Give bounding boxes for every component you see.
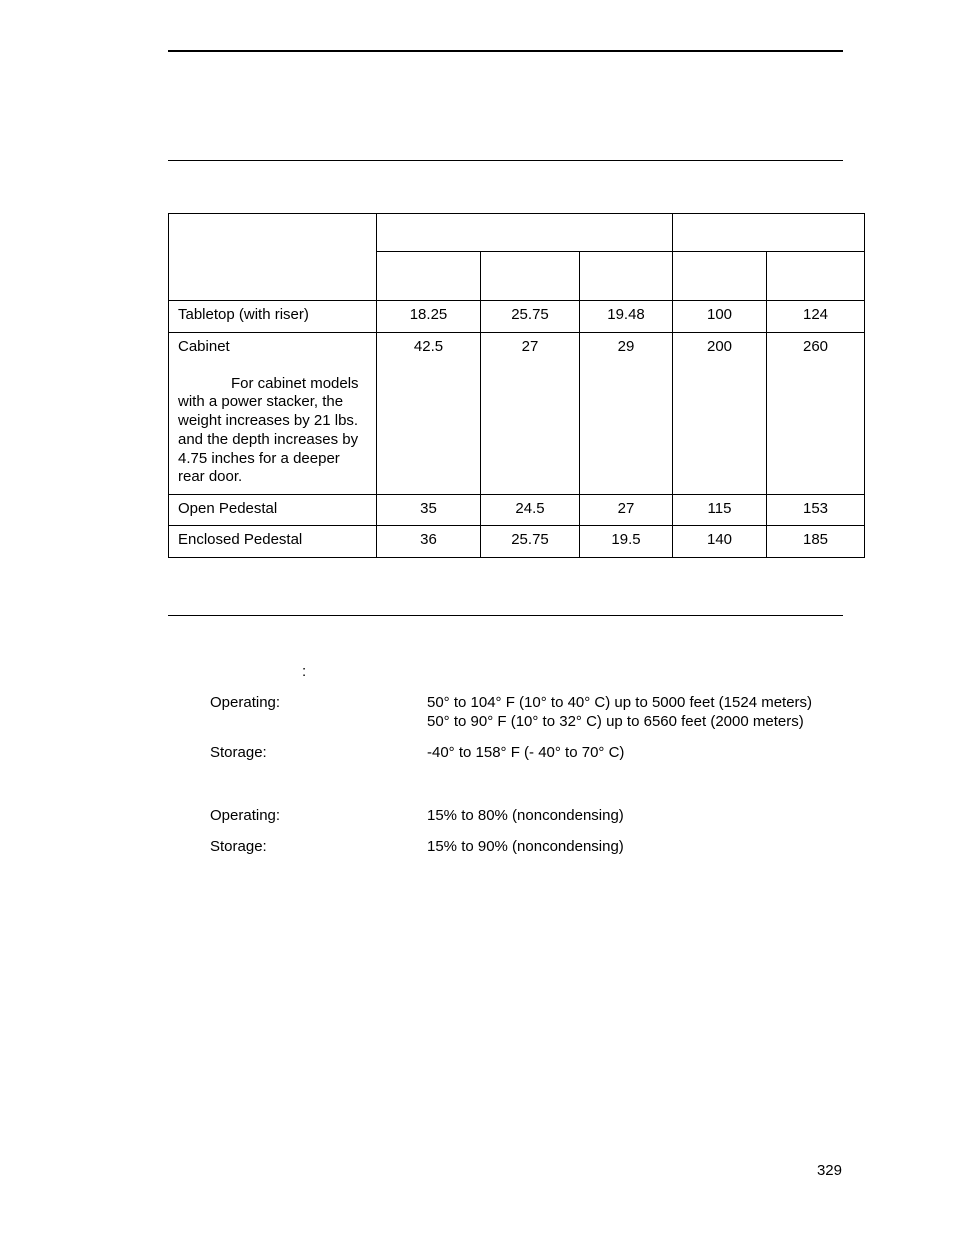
table-cell: 140 (673, 526, 767, 558)
table-cell: 100 (673, 301, 767, 333)
temp-storage-label: Storage: (210, 744, 267, 761)
subheader-cell (580, 252, 673, 301)
row-label: Cabinet (178, 338, 230, 355)
table-cell: 153 (767, 495, 865, 526)
table-cell: 185 (767, 526, 865, 558)
humidity-storage-label: Storage: (210, 838, 267, 855)
subheader-cell (481, 252, 580, 301)
table-header-row (169, 214, 865, 252)
cabinet-note (178, 375, 368, 487)
table-row (169, 526, 865, 558)
table-cell: 25.75 (481, 526, 580, 558)
humidity-storage-value: 15% to 90% (noncondensing) (427, 838, 624, 855)
page-number: 329 (816, 1162, 842, 1179)
table-row (169, 301, 865, 333)
section-rule-environment (168, 615, 843, 616)
table-cell: 124 (767, 301, 865, 333)
table-cell: 27 (481, 333, 580, 495)
temp-operating-label: Operating: (210, 694, 281, 711)
table-row (169, 495, 865, 526)
row-label: Open Pedestal (169, 495, 377, 526)
section-rule-dimensions (168, 160, 843, 161)
table-cell: 260 (767, 333, 865, 495)
subheader-cell (377, 252, 481, 301)
table-cell: 36 (377, 526, 481, 558)
table-cell: 24.5 (481, 495, 580, 526)
note-line: weight increases by 21 lbs. (178, 412, 359, 430)
table-cell: 19.5 (580, 526, 673, 558)
header-group-cell (673, 214, 865, 252)
table-cell: 115 (673, 495, 767, 526)
temperature-heading-colon: : (302, 663, 307, 680)
note-line: For cabinet models (231, 374, 359, 392)
humidity-operating-label: Operating: (210, 807, 281, 824)
row-label-with-note (169, 333, 377, 495)
table-cell: 25.75 (481, 301, 580, 333)
subheader-cell (673, 252, 767, 301)
table-cell: 19.48 (580, 301, 673, 333)
table-row (169, 333, 865, 495)
note-line: 4.75 inches for a deeper (178, 449, 340, 467)
table-cell: 29 (580, 333, 673, 495)
header-rule (168, 50, 843, 52)
row-label: Tabletop (with riser) (169, 301, 377, 333)
row-label: Enclosed Pedestal (169, 526, 377, 558)
header-corner-cell (169, 214, 377, 301)
table-cell: 18.25 (377, 301, 481, 333)
temp-operating-value-line1: 50° to 104° F (10° to 40° C) up to 5000 feet (1524 meters) (427, 694, 813, 711)
humidity-operating-value: 15% to 80% (noncondensing) (427, 807, 624, 824)
note-line: with a power stacker, the (178, 393, 344, 411)
subheader-cell (767, 252, 865, 301)
temp-storage-value: -40° to 158° F (- 40° to 70° C) (427, 744, 625, 761)
note-line: and the depth increases by (178, 430, 359, 448)
header-group-cell (377, 214, 673, 252)
note-line: rear door. (178, 468, 243, 486)
temp-operating-value-line2: 50° to 90° F (10° to 32° C) up to 6560 feet (2000 meters) (427, 713, 804, 730)
table-cell: 200 (673, 333, 767, 495)
table-cell: 35 (377, 495, 481, 526)
table-cell: 27 (580, 495, 673, 526)
table-cell: 42.5 (377, 333, 481, 495)
dimensions-table (168, 213, 865, 558)
